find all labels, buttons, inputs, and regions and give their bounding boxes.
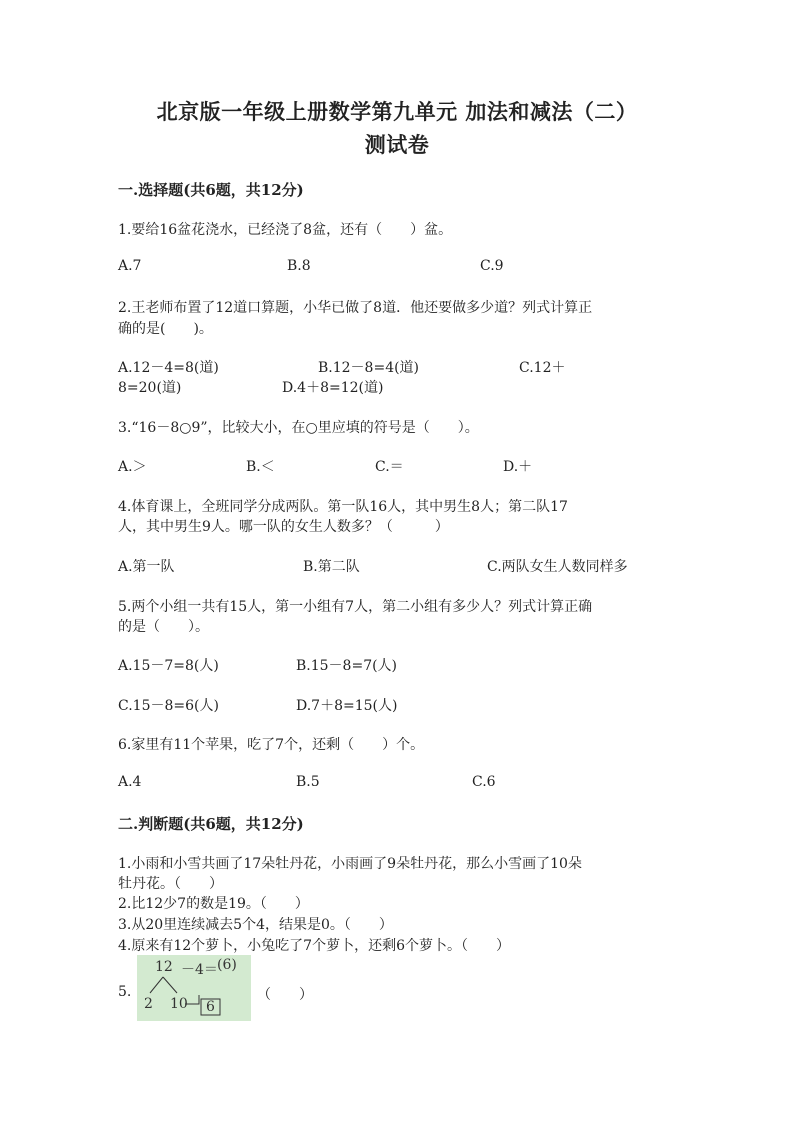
q3-option-c: C.＝ <box>375 459 404 475</box>
q2-option-a: A.12－4=8(道) <box>118 360 219 376</box>
judge-5-paren: （ ） <box>257 987 313 1003</box>
question-6: 6.家里有11个苹果，吃了7个，还剩（ ）个。 <box>118 737 425 753</box>
judge-4: 4.原来有12个萝卜，小兔吃了7个萝卜，还剩6个萝卜。（ ） <box>118 938 510 954</box>
q6-option-a: A.4 <box>118 774 142 790</box>
judge-1-line1: 1.小雨和小雪共画了17朵牡丹花，小雨画了9朵牡丹花，那么小雪画了10朵 <box>118 856 582 872</box>
q2-option-c-part2: 8=20(道) <box>118 380 182 396</box>
figure-split-left: 2 <box>144 996 153 1012</box>
figure-top-number: 12 <box>155 959 173 975</box>
q5-option-c: C.15－8=6(人) <box>118 698 219 714</box>
figure-split-right: 10 <box>170 996 188 1012</box>
decomposition-figure <box>137 955 251 1021</box>
judge-1-line2: 牡丹花。（ ） <box>118 876 223 892</box>
page-subtitle: 测试卷 <box>364 132 430 157</box>
figure-top-expression: －4＝ <box>181 962 218 978</box>
section-heading-judge: 二.判断题(共6题，共12分) <box>118 815 304 833</box>
q4-option-a: A.第一队 <box>118 559 175 575</box>
question-2-line1: 2.王老师布置了12道口算题，小华已做了8道．他还要做多少道？列式计算正 <box>118 300 593 316</box>
q3-option-a: A.＞ <box>118 459 147 475</box>
question-1: 1.要给16盆花浇水，已经浇了8盆，还有（ ）盆。 <box>118 222 453 238</box>
q3-option-d: D.＋ <box>503 459 533 475</box>
q2-option-c-part1: C.12＋ <box>519 360 566 376</box>
section-heading-choice: 一.选择题(共6题，共12分) <box>118 181 304 199</box>
q2-option-d: D.4＋8=12(道) <box>282 380 384 396</box>
figure-boxed-number: 6 <box>206 999 215 1015</box>
q2-option-b: B.12－8=4(道) <box>318 360 420 376</box>
question-5-line2: 的是（ ）。 <box>118 619 209 635</box>
figure-top-answer: (6) <box>217 957 237 973</box>
q1-option-b: B.8 <box>287 258 311 274</box>
judge-3: 3.从20里连续减去5个4，结果是0。（ ） <box>118 917 393 933</box>
q4-option-c: C.两队女生人数同样多 <box>487 559 628 575</box>
judge-5-label: 5. <box>118 984 132 1000</box>
question-4-line1: 4.体育课上，全班同学分成两队。第一队16人，其中男生8人；第二队17 <box>118 499 568 515</box>
q3-option-b: B.＜ <box>246 459 275 475</box>
q6-option-b: B.5 <box>296 774 320 790</box>
q1-option-a: A.7 <box>118 258 142 274</box>
q5-option-a: A.15－7=8(人) <box>118 658 219 674</box>
q5-option-b: B.15－8=7(人) <box>296 658 398 674</box>
question-2-line2: 确的是( )。 <box>118 321 213 337</box>
page-title: 北京版一年级上册数学第九单元 加法和减法（二） <box>156 99 638 124</box>
question-4-line2: 人，其中男生9人。哪一队的女生人数多？（ ） <box>118 519 449 535</box>
question-5-line1: 5.两个小组一共有15人，第一小组有7人，第二小组有多少人？列式计算正确 <box>118 599 593 615</box>
q6-option-c: C.6 <box>472 774 496 790</box>
q1-option-c: C.9 <box>480 258 504 274</box>
q5-option-d: D.7＋8=15(人) <box>296 698 398 714</box>
q4-option-b: B.第二队 <box>303 559 360 575</box>
question-3: 3.“16－8○9”，比较大小，在○里应填的符号是（ ）。 <box>118 420 479 436</box>
judge-2: 2.比12少7的数是19。（ ） <box>118 896 309 912</box>
